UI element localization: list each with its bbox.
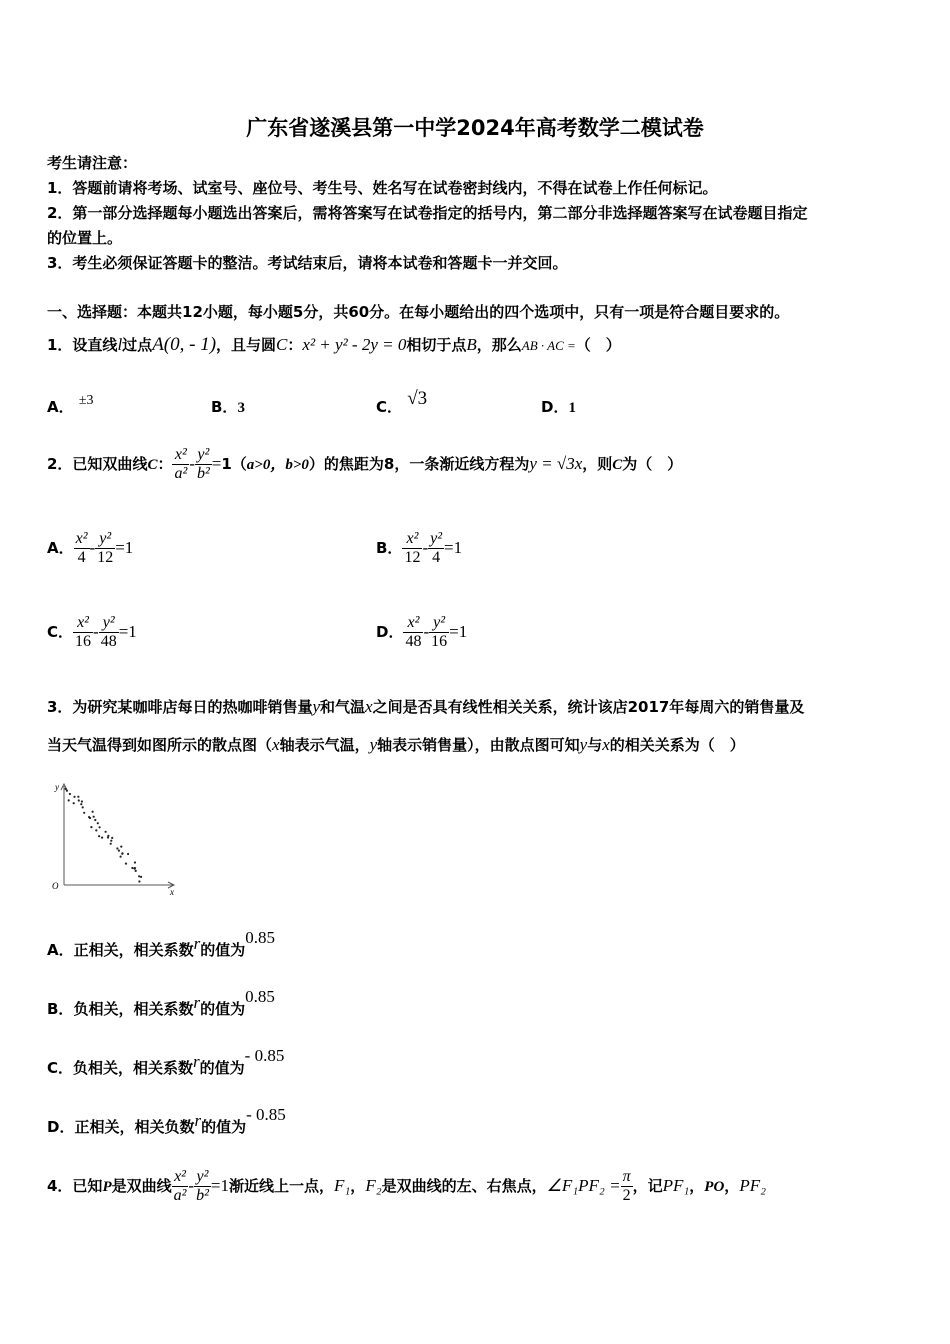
denominator: 2 xyxy=(621,1186,633,1205)
q4-segment-po: PO xyxy=(704,1179,725,1195)
scatter-point xyxy=(131,867,133,869)
minus-sign: - xyxy=(89,538,96,557)
numerator: y² xyxy=(197,446,210,463)
section-heading: 一、选择题：本题共12小题，每小题5分，共60分。在每小题给出的四个选项中，只有一项是符合题目要求的。 xyxy=(47,303,790,321)
q2-fraction-y xyxy=(195,446,212,483)
scatter-point xyxy=(69,793,71,795)
fraction xyxy=(194,1168,211,1205)
scatter-point xyxy=(95,829,97,831)
equation-rhs: =1 xyxy=(449,622,468,641)
denominator: 4 xyxy=(428,548,444,567)
notice-item: 的位置上。 xyxy=(47,229,123,247)
fraction xyxy=(172,1168,189,1205)
scatter-point xyxy=(66,790,68,792)
option-label: B． xyxy=(211,398,238,416)
fraction xyxy=(621,1168,633,1205)
fraction xyxy=(99,614,119,651)
q3-option-c xyxy=(47,1046,285,1078)
fraction xyxy=(402,530,422,567)
scatter-point xyxy=(99,826,101,828)
scatter-point xyxy=(138,880,140,882)
q2-fraction-x xyxy=(172,446,189,483)
q3-option-d xyxy=(47,1105,286,1137)
scatter-point xyxy=(97,822,99,824)
q3-text: 轴表示气温， xyxy=(279,736,370,754)
q2-text: ）的焦距为8，一条渐近线方程为 xyxy=(308,455,530,473)
numerator: x² xyxy=(77,614,89,631)
minus-sign: - xyxy=(93,622,99,641)
scatter-point xyxy=(140,876,142,878)
option-label: A． xyxy=(47,398,74,416)
scatter-plot xyxy=(48,778,180,896)
option-var-r: r xyxy=(193,1052,200,1071)
denominator: b² xyxy=(196,1187,209,1204)
option-label: C． xyxy=(47,623,74,641)
notice-heading: 考生请注意： xyxy=(47,154,138,172)
scatter-point xyxy=(120,846,122,848)
q4-text: 是双曲线 xyxy=(111,1177,172,1195)
q1-vector-expression: AB · AC = xyxy=(521,338,576,353)
numerator: π xyxy=(622,1168,631,1185)
numerator: y² xyxy=(102,614,115,631)
option-value: - 0.85 xyxy=(244,1046,285,1065)
option-text: 的值为 xyxy=(200,941,246,959)
scatter-point xyxy=(98,835,100,837)
option-value: ±3 xyxy=(78,393,94,408)
question-3-line-2 xyxy=(47,734,745,755)
q3-var-x: x xyxy=(272,735,280,754)
denominator: 16 xyxy=(431,633,448,650)
scatter-point xyxy=(92,811,94,813)
denominator: b² xyxy=(196,465,210,482)
question-4 xyxy=(47,1168,766,1205)
scatter-point xyxy=(135,870,137,872)
q1-option-a xyxy=(47,393,94,417)
scatter-point xyxy=(68,799,70,801)
option-value: √3 xyxy=(407,388,428,409)
q2-curve-c: C xyxy=(612,457,623,473)
q3-option-a xyxy=(47,928,276,960)
option-value: 1 xyxy=(568,400,576,416)
q4-text: 是双曲线的左、右焦点， xyxy=(381,1177,547,1195)
q2-text: 为（ ） xyxy=(622,455,683,473)
denominator: a² xyxy=(173,1187,187,1204)
option-value: 0.85 xyxy=(245,987,275,1006)
question-3-line-1 xyxy=(47,696,804,717)
q3-text: 当天气温得到如图所示的散点图（ xyxy=(47,736,273,754)
denominator: 4 xyxy=(74,548,90,567)
denominator: a² xyxy=(174,465,188,482)
numerator: y² xyxy=(196,1168,209,1185)
option-text: 负相关，相关系数 xyxy=(73,1000,194,1018)
scatter-point xyxy=(90,826,92,828)
notice-item: 1．答题前请将考场、试室号、座位号、考生号、姓名写在试卷密封线内，不得在试卷上作任何标记。 xyxy=(47,179,718,197)
scatter-point xyxy=(120,856,122,858)
scatter-point xyxy=(101,837,103,839)
scatter-point xyxy=(121,852,123,854)
scatter-point xyxy=(110,843,112,845)
q1-text: 过点 xyxy=(122,336,153,354)
q4-point-p: P xyxy=(102,1179,112,1195)
fraction xyxy=(403,614,423,651)
minus-sign: - xyxy=(423,622,430,641)
q1-text: ，那么 xyxy=(476,336,522,354)
q1-text: 1．设直线 xyxy=(47,336,118,354)
q2-text: ，则 xyxy=(582,455,613,473)
scatter-point xyxy=(118,850,120,852)
scatter-point xyxy=(94,819,96,821)
q1-circle-equation: x² + y² - 2y = 0 xyxy=(302,335,407,354)
scatter-point xyxy=(134,861,136,863)
q1-text: （ ） xyxy=(575,336,621,354)
scatter-point xyxy=(78,799,80,801)
q1-option-b xyxy=(211,396,245,417)
denominator: 48 xyxy=(100,633,117,650)
q2-text: ： xyxy=(157,455,173,473)
scatter-point xyxy=(107,836,109,838)
fraction xyxy=(73,614,93,651)
q4-text: ， xyxy=(350,1177,366,1195)
q3-text: 和气温 xyxy=(320,698,366,716)
question-2 xyxy=(47,446,682,483)
notice-item: 3．考生必须保证答题卡的整洁。考试结束后，请将本试卷和答题卡一并交回。 xyxy=(47,254,568,272)
q1-line-l: l xyxy=(117,335,123,354)
numerator: y² xyxy=(433,614,446,631)
notice-item: 2．第一部分选择题每小题选出答案后，需将答案写在试卷指定的括号内，第二部分非选择题答案写在试卷题目指定 xyxy=(47,204,808,222)
q2-option-b xyxy=(376,530,462,567)
option-value: - 0.85 xyxy=(246,1105,286,1124)
q3-text: 之间是否具有线性相关关系，统计该店2017年每周六的销售量及 xyxy=(372,698,805,716)
fraction xyxy=(74,530,90,567)
scatter-point xyxy=(105,831,107,833)
q3-text: 3．为研究某咖啡店每日的热咖啡销售量 xyxy=(47,698,313,716)
numerator: x² xyxy=(75,530,88,547)
q4-focus-f2: F₂ xyxy=(365,1176,382,1195)
numerator: x² xyxy=(174,446,187,463)
equation-rhs: =1 xyxy=(118,622,137,641)
q2-asymptote: y = √3x xyxy=(529,454,583,473)
q1-text: ： xyxy=(287,336,303,354)
scatter-point xyxy=(127,853,129,855)
q1-point-a: A(0, - 1) xyxy=(152,334,217,355)
equals-sign: = xyxy=(211,454,222,473)
numerator: x² xyxy=(174,1168,186,1185)
scatter-point xyxy=(83,812,85,814)
q3-option-b xyxy=(47,987,275,1019)
scatter-point xyxy=(110,840,112,842)
option-label: B． xyxy=(47,1000,74,1018)
scatter-points xyxy=(65,788,143,883)
minus-sign: - xyxy=(422,538,429,557)
option-label: C． xyxy=(376,398,403,416)
page-title: 广东省遂溪县第一中学2024年高考数学二模试卷 xyxy=(246,116,704,140)
q2-option-d xyxy=(376,614,467,651)
q1-text: 相切于点 xyxy=(406,336,467,354)
equation-rhs: =1 xyxy=(210,1176,229,1195)
scatter-point xyxy=(73,796,75,798)
scatter-point xyxy=(77,796,79,798)
q4-text: 渐近线上一点， xyxy=(228,1177,334,1195)
scatter-point xyxy=(116,847,118,849)
scatter-point xyxy=(73,802,75,804)
q1-circle-c: C xyxy=(276,335,288,354)
option-text: 正相关，相关系数 xyxy=(73,941,194,959)
option-label: A． xyxy=(47,539,74,557)
scatter-point xyxy=(111,837,113,839)
denominator: 16 xyxy=(75,633,92,650)
q3-var-y: y xyxy=(312,697,320,716)
q1-text: ，且与圆 xyxy=(216,336,277,354)
plot-x-label: x xyxy=(170,887,174,896)
equation-rhs: =1 xyxy=(115,538,134,557)
q3-text: 的相关关系为（ ） xyxy=(609,736,745,754)
q4-text: ，记 xyxy=(632,1177,663,1195)
numerator: y² xyxy=(430,530,443,547)
q4-segment-pf2: PF₂ xyxy=(739,1176,766,1195)
option-value: 3 xyxy=(237,400,245,416)
option-text: 的值为 xyxy=(201,1118,247,1136)
scatter-point xyxy=(93,816,95,818)
scatter-point xyxy=(125,863,127,865)
option-var-r: r xyxy=(193,993,201,1012)
fraction xyxy=(428,530,444,567)
scatter-point xyxy=(80,803,82,805)
option-label: C． xyxy=(47,1059,74,1077)
question-1 xyxy=(47,334,621,356)
option-label: D． xyxy=(376,623,404,641)
option-label: B． xyxy=(376,539,403,557)
option-text: 正相关，相关负数 xyxy=(74,1118,195,1136)
q1-option-c xyxy=(376,388,428,418)
denominator: 12 xyxy=(97,549,114,566)
q2-curve-c: C xyxy=(147,457,158,473)
option-value: 0.85 xyxy=(245,928,276,947)
numerator: x² xyxy=(407,614,420,631)
option-label: D． xyxy=(541,398,569,416)
numerator: x² xyxy=(406,530,419,547)
scatter-point xyxy=(138,875,140,877)
option-text: 负相关，相关系数 xyxy=(73,1059,194,1077)
option-var-r: r xyxy=(193,934,201,953)
option-text: 的值为 xyxy=(200,1000,246,1018)
numerator: y² xyxy=(99,530,112,547)
q4-focus-f1: F₁ xyxy=(334,1176,351,1195)
q4-text: 4．已知 xyxy=(47,1177,103,1195)
plot-origin-label: O xyxy=(52,881,59,891)
q3-var-x: x xyxy=(365,697,373,716)
q3-text: 与 xyxy=(587,736,603,754)
scatter-point xyxy=(134,867,136,869)
option-var-r: r xyxy=(194,1111,202,1130)
scatter-point xyxy=(82,806,84,808)
minus-sign: - xyxy=(189,454,195,473)
equation-rhs: =1 xyxy=(444,538,463,557)
q4-text: ， xyxy=(689,1177,705,1195)
scatter-point xyxy=(89,817,91,819)
fraction xyxy=(95,530,115,567)
plot-y-label: y xyxy=(55,782,59,792)
denominator: 48 xyxy=(405,633,422,650)
q4-segment-pf1: PF₁ xyxy=(662,1176,690,1195)
scatter-point xyxy=(65,788,67,790)
q2-condition: a>0，b>0 xyxy=(246,457,309,473)
q2-text: 1（ xyxy=(221,455,247,473)
q2-text: 2．已知双曲线 xyxy=(47,455,148,473)
denominator: 12 xyxy=(404,549,421,566)
fraction xyxy=(429,614,449,651)
q2-option-a xyxy=(47,530,133,567)
q2-option-c xyxy=(47,614,137,651)
q3-var-y: y xyxy=(579,735,588,754)
q3-var-y: y xyxy=(369,735,378,754)
option-text: 的值为 xyxy=(199,1059,245,1077)
minus-sign: - xyxy=(188,1176,195,1195)
q1-option-d xyxy=(541,396,576,417)
q1-point-b: B xyxy=(466,335,477,354)
scatter-point xyxy=(81,800,83,802)
option-label: A． xyxy=(47,941,74,959)
option-label: D． xyxy=(47,1118,75,1136)
q3-text: 轴表示销售量），由散点图可知 xyxy=(377,736,580,754)
q4-angle: ∠F₁PF₂ = xyxy=(546,1176,621,1195)
q3-var-x: x xyxy=(602,735,610,754)
q4-text: ， xyxy=(724,1177,740,1195)
